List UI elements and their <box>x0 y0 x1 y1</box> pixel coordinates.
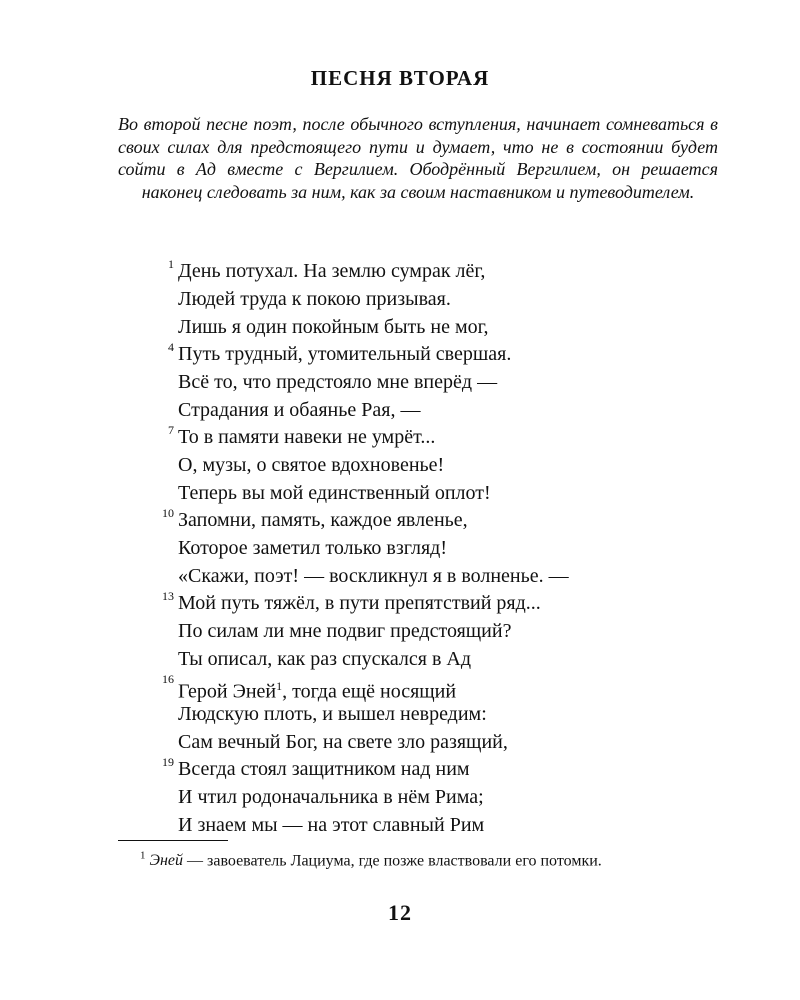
verse-line: И знаем мы — на этот славный Рим <box>178 814 485 836</box>
footnote-text: — завоеватель Лациума, где позже властвовали его потомки. <box>183 852 602 870</box>
page-title: ПЕСНЯ ВТОРАЯ <box>310 66 490 90</box>
footnote-term: Эней <box>149 852 184 870</box>
verse-line: Запомни, память, каждое явленье, <box>178 509 468 531</box>
verse-line: То в памяти навеки не умрёт... <box>178 426 436 448</box>
verse-line: «Скажи, поэт! — воскликнул я в волненье. — <box>178 565 569 587</box>
verse-line: По силам ли мне подвиг предстоящий? <box>178 620 512 642</box>
verse-line: Ты описал, как раз спускался в Ад <box>178 648 472 670</box>
verse-line <box>178 672 508 703</box>
line-number: 13 <box>162 589 174 603</box>
verse-line: Всегда стоял защитником над ним <box>178 758 470 780</box>
line-number: 10 <box>162 506 174 520</box>
line-number: 1 <box>168 257 174 271</box>
stanza <box>162 506 569 590</box>
verse-line: И чтил родоначальника в нём Рима; <box>178 786 484 808</box>
line-number: 7 <box>168 423 174 437</box>
verse-line-rest: , тогда ещё носящий <box>282 680 457 703</box>
footnote <box>118 846 720 871</box>
line-number: 4 <box>168 340 174 354</box>
footnote-marker: 1 <box>140 850 146 862</box>
verse-line: О, музы, о святое вдохновенье! <box>178 454 445 476</box>
verse-line: Людей труда к покою призывая. <box>178 288 451 310</box>
verse-line: Сам вечный Бог, на свете зло разящий, <box>178 731 508 753</box>
verse-line: Людскую плоть, и вышел невредим: <box>178 703 487 725</box>
verse-line: Мой путь тяжёл, в пути препятствий ряд... <box>178 592 541 614</box>
verse-line: Которое заметил только взгляд! <box>178 537 447 559</box>
canto-summary: Во второй песне поэт, после обычного вступления, начинает сомневаться в своих силах для предстоящего пути и думает, что не в состоянии будет сойти в Ад вместе с Вергилием. Ободрённый Вергилием, он решается наконец следовать за ним, как за своим наставником и путеводителем. <box>118 114 718 202</box>
stanza <box>168 423 491 507</box>
verse-line: Всё то, что предстояло мне вперёд — <box>178 371 498 393</box>
stanza <box>168 257 489 341</box>
page-number: 12 <box>388 900 412 925</box>
stanza <box>162 672 508 756</box>
line-number: 19 <box>162 755 174 769</box>
footnote-divider <box>118 840 228 841</box>
verse-line-start: Герой Эней <box>178 680 277 703</box>
verse-line: Теперь вы мой единственный оплот! <box>178 482 491 504</box>
footnote-reference[interactable]: 1 <box>276 679 283 693</box>
verse-line: День потухал. На землю сумрак лёг, <box>178 260 486 282</box>
verse-line: Путь трудный, утомительный свершая. <box>178 343 512 365</box>
stanza <box>168 340 512 424</box>
line-number: 16 <box>162 672 174 686</box>
stanza <box>162 589 541 673</box>
stanza <box>162 755 485 839</box>
verse-line: Страдания и обаянье Рая, — <box>178 399 421 421</box>
verse-line: Лишь я один покойным быть не мог, <box>178 316 489 338</box>
